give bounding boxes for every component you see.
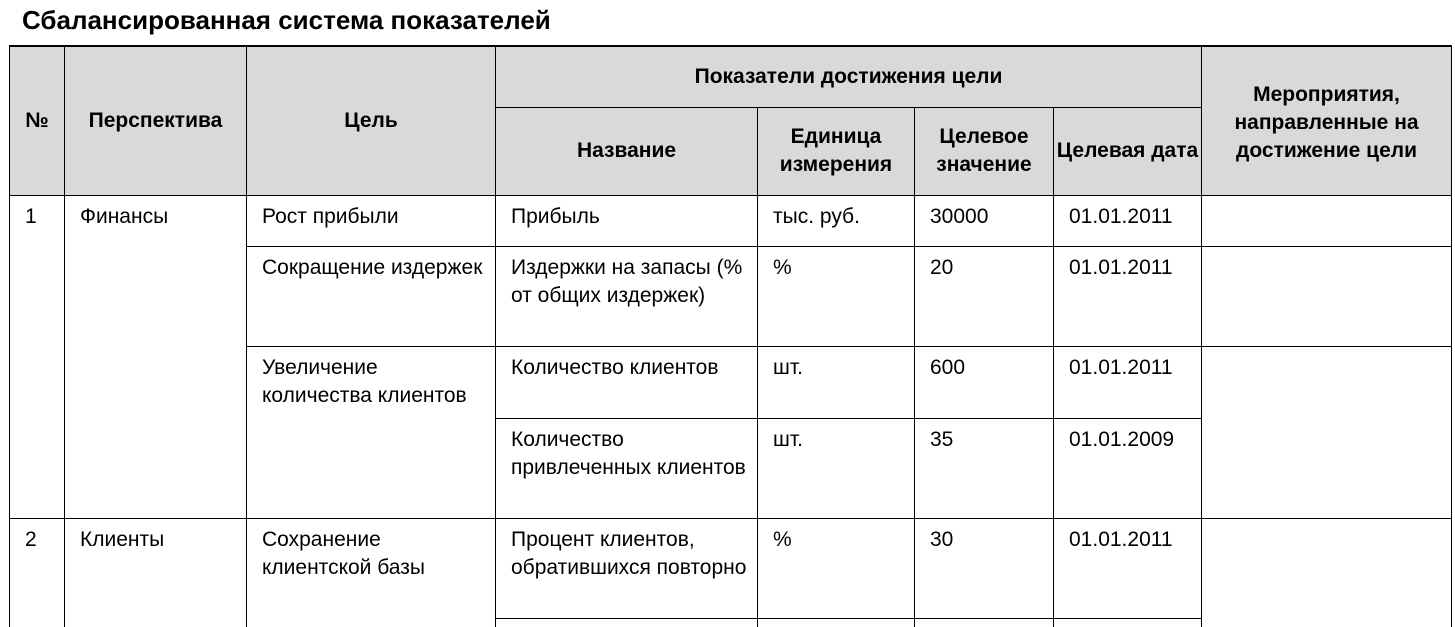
cell-target-date	[1054, 618, 1202, 627]
cell-target-date: 01.01.2011	[1054, 346, 1202, 418]
cell-indicator-name: Процент клиентов, обратившихся повторно	[496, 518, 758, 618]
cell-indicator-name: Количество привлеченных клиентов	[496, 418, 758, 518]
cell-target-date: 01.01.2011	[1054, 195, 1202, 246]
header-num: №	[10, 46, 65, 195]
cell-target-date: 01.01.2009	[1054, 418, 1202, 518]
header-target-date: Целевая дата	[1054, 107, 1202, 195]
header-perspective: Перспектива	[65, 46, 247, 195]
cell-indicator-name: Прибыль	[496, 195, 758, 246]
table-row	[10, 195, 1452, 246]
cell-num: 2	[10, 518, 65, 627]
page-title: Сбалансированная система показателей	[22, 5, 551, 35]
cell-measures	[1202, 246, 1452, 346]
cell-goal: Увеличение количества клиентов	[247, 346, 496, 518]
header-goal: Цель	[247, 46, 496, 195]
cell-measures	[1202, 518, 1452, 627]
cell-perspective: Финансы	[65, 195, 247, 518]
cell-indicator-name	[496, 618, 758, 627]
cell-unit: %	[758, 246, 915, 346]
cell-target-date: 01.01.2011	[1054, 246, 1202, 346]
cell-perspective: Клиенты	[65, 518, 247, 627]
cell-measures	[1202, 195, 1452, 246]
cell-target-value: 30000	[915, 195, 1054, 246]
cell-unit	[758, 618, 915, 627]
header-indicators-group: Показатели достижения цели	[496, 46, 1202, 107]
header-unit: Единица измерения	[758, 107, 915, 195]
cell-unit: шт.	[758, 418, 915, 518]
cell-indicator-name: Издержки на запасы (% от общих издержек)	[496, 246, 758, 346]
cell-num: 1	[10, 195, 65, 518]
cell-target-value: 30	[915, 518, 1054, 618]
header-measures: Мероприятия, направленные на достижение цели	[1202, 46, 1452, 195]
balanced-scorecard-table	[9, 45, 1452, 627]
cell-target-value: 600	[915, 346, 1054, 418]
table-header	[10, 46, 1452, 195]
cell-goal: Сокращение издержек	[247, 246, 496, 346]
cell-target-value: 20	[915, 246, 1054, 346]
cell-measures	[1202, 346, 1452, 518]
cell-unit: шт.	[758, 346, 915, 418]
cell-target-date: 01.01.2011	[1054, 518, 1202, 618]
table-row	[10, 518, 1452, 618]
header-indicator-name: Название	[496, 107, 758, 195]
cell-goal: Сохранение клиентской базы	[247, 518, 496, 627]
table-body	[10, 195, 1452, 627]
cell-target-value	[915, 618, 1054, 627]
cell-unit: тыс. руб.	[758, 195, 915, 246]
header-target-value: Целевое значение	[915, 107, 1054, 195]
cell-unit: %	[758, 518, 915, 618]
cell-goal: Рост прибыли	[247, 195, 496, 246]
cell-target-value: 35	[915, 418, 1054, 518]
cell-indicator-name: Количество клиентов	[496, 346, 758, 418]
